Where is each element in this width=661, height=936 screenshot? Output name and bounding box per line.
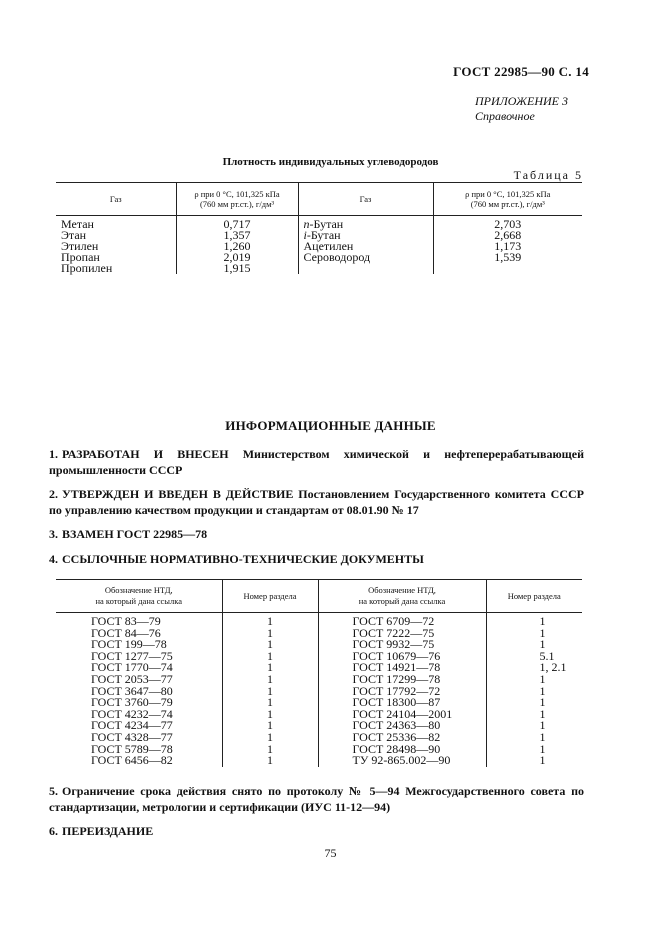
left-section: 1 xyxy=(222,755,318,767)
left-section: 1 xyxy=(222,674,318,686)
left-section: 1 xyxy=(222,639,318,651)
header-section-right: Номер раздела xyxy=(486,580,582,613)
info-item-2: 2. УТВЕРЖДЕН И ВВЕДЕН В ДЕЙСТВИЕ Постановлением Государственного комитета СССР по управлению качеством продукции и стандартам от 08.01.90 № 17 xyxy=(49,487,584,517)
density-value: 1,260 xyxy=(176,241,298,252)
right-doc: ГОСТ 9932—75 xyxy=(318,639,486,651)
right-doc: ГОСТ 10679—76 xyxy=(318,651,486,663)
density-value: 2,668 xyxy=(494,228,522,242)
right-doc: ТУ 92-865.002—90 xyxy=(318,755,486,767)
right-doc: ГОСТ 17299—78 xyxy=(318,674,486,686)
header-density-line2: (760 мм рт.ст.), г/дм³ xyxy=(199,199,275,209)
header-gas-right: Газ xyxy=(298,183,433,216)
table-row xyxy=(56,252,582,263)
density-value: 2,703 xyxy=(494,217,522,231)
gas-name: i-Бутан xyxy=(298,230,433,241)
info-item-5: 5. Ограничение срока действия снято по протоколу № 5—94 Межгосударственного совета по стандартизации, метрологии и сертификации (ИУС 11-12—94) xyxy=(49,784,584,814)
table5-caption: Плотность индивидуальных углеводородов xyxy=(222,156,439,168)
header-gas-left: Газ xyxy=(56,183,176,216)
left-section: 1 xyxy=(222,720,318,732)
left-section: 1 xyxy=(222,732,318,744)
right-doc: ГОСТ 17792—72 xyxy=(318,686,486,698)
left-section: 1 xyxy=(222,686,318,698)
left-doc: ГОСТ 3760—79 xyxy=(56,697,222,709)
right-section: 1 xyxy=(539,718,546,733)
density-table xyxy=(56,182,582,274)
left-doc: ГОСТ 1277—75 xyxy=(56,651,222,663)
right-section: 1 xyxy=(539,729,546,744)
right-section: 1 xyxy=(539,637,546,652)
right-doc: ГОСТ 24363—80 xyxy=(318,720,486,732)
gas-name: Этилен xyxy=(56,241,176,252)
gas-name: Пропилен xyxy=(56,263,176,274)
density-value: 2,019 xyxy=(176,252,298,263)
appendix-label xyxy=(475,94,568,124)
left-doc: ГОСТ 4234—77 xyxy=(56,720,222,732)
info-item-1: 1. РАЗРАБОТАН И ВНЕСЕН Министерством химической и нефтеперерабатывающей промышленности СССР xyxy=(49,447,585,477)
right-section: 1 xyxy=(539,671,546,686)
left-section: 1 xyxy=(222,613,318,628)
density-value: 1,173 xyxy=(494,239,522,253)
gas-name: Пропан xyxy=(56,252,176,263)
right-section: 1 xyxy=(539,683,546,698)
right-section: 1 xyxy=(539,706,546,721)
right-section: 1 xyxy=(539,625,546,640)
left-doc: ГОСТ 4328—77 xyxy=(56,732,222,744)
density-value: 1,915 xyxy=(176,263,298,274)
density-value: 1,357 xyxy=(176,230,298,241)
appendix-title: ПРИЛОЖЕНИЕ 3 xyxy=(475,94,568,108)
info-item-6: 6. ПЕРЕИЗДАНИЕ xyxy=(49,824,154,838)
header-density-line2: (760 мм рт.ст.), г/дм³ xyxy=(470,199,545,209)
references-table xyxy=(56,579,582,767)
header-density-line1: ρ при 0 °С, 101,325 кПа xyxy=(465,189,551,199)
header-density-left xyxy=(176,183,298,216)
left-section: 1 xyxy=(222,744,318,756)
left-section: 1 xyxy=(222,662,318,674)
gas-name: Этан xyxy=(56,230,176,241)
right-section: 5.1 xyxy=(539,648,555,663)
right-doc: ГОСТ 6709—72 xyxy=(318,613,486,628)
density-value: 1,539 xyxy=(494,250,522,264)
table-row xyxy=(56,755,582,767)
right-section: 1 xyxy=(539,614,546,628)
info-item-4: 4. ССЫЛОЧНЫЕ НОРМАТИВНО-ТЕХНИЧЕСКИЕ ДОКУМЕНТЫ xyxy=(49,552,424,566)
left-doc: ГОСТ 3647—80 xyxy=(56,686,222,698)
right-section: 1 xyxy=(539,741,546,756)
table-row xyxy=(56,263,582,274)
right-doc: ГОСТ 24104—2001 xyxy=(318,709,486,721)
header-doc-left: Обозначение НТД, на который дана ссылка xyxy=(56,580,222,613)
density-value: 0,717 xyxy=(176,216,298,231)
left-doc: ГОСТ 199—78 xyxy=(56,639,222,651)
left-doc: ГОСТ 2053—77 xyxy=(56,674,222,686)
right-doc: ГОСТ 7222—75 xyxy=(318,628,486,640)
left-section: 1 xyxy=(222,697,318,709)
document-reference: ГОСТ 22985—90 С. 14 xyxy=(453,64,589,79)
left-doc: ГОСТ 83—79 xyxy=(56,613,222,628)
left-doc: ГОСТ 6456—82 xyxy=(56,755,222,767)
right-doc: ГОСТ 28498—90 xyxy=(318,744,486,756)
header-density-right xyxy=(433,183,582,216)
info-title: ИНФОРМАЦИОННЫЕ ДАННЫЕ xyxy=(225,418,436,433)
left-section: 1 xyxy=(222,628,318,640)
gas-name: Ацетилен xyxy=(298,241,433,252)
appendix-note: Справочное xyxy=(475,109,535,123)
left-section: 1 xyxy=(222,651,318,663)
left-doc: ГОСТ 84—76 xyxy=(56,628,222,640)
table5-number: Таблица 5 xyxy=(513,168,583,182)
info-item-3: 3. ВЗАМЕН ГОСТ 22985—78 xyxy=(49,527,208,541)
left-doc: ГОСТ 5789—78 xyxy=(56,744,222,756)
right-doc: ГОСТ 18300—87 xyxy=(318,697,486,709)
gas-name: n-Бутан xyxy=(298,216,433,231)
header-doc-right: Обозначение НТД, на который дана ссылка xyxy=(318,580,486,613)
left-section: 1 xyxy=(222,709,318,721)
gas-name: Сероводород xyxy=(298,252,433,263)
gas-name: Метан xyxy=(56,216,176,231)
header-density-line1: ρ при 0 °С, 101,325 кПа xyxy=(194,189,280,199)
right-section: 1 xyxy=(539,695,546,710)
header-section-left: Номер раздела xyxy=(222,580,318,613)
right-section: 1, 2.1 xyxy=(539,660,567,675)
right-section: 1 xyxy=(539,753,546,768)
page-number: 75 xyxy=(324,846,337,860)
left-doc: ГОСТ 4232—74 xyxy=(56,709,222,721)
left-doc: ГОСТ 1770—74 xyxy=(56,662,222,674)
right-doc: ГОСТ 14921—78 xyxy=(318,662,486,674)
right-doc: ГОСТ 25336—82 xyxy=(318,732,486,744)
